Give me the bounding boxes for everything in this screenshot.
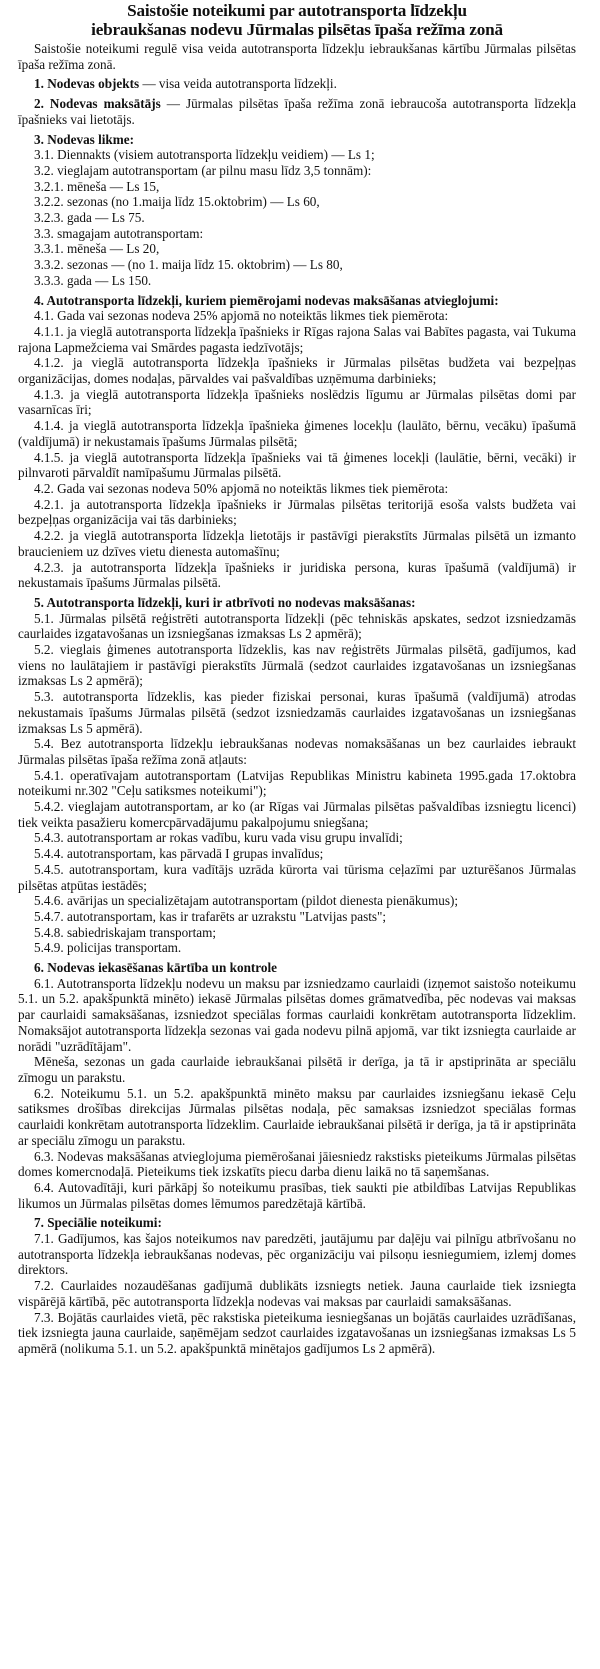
section-3-heading: 3. Nodevas likme: <box>34 131 135 147</box>
list-item: 5.4.4. autotransportam, kas pārvadā I grupas invalīdus; <box>34 846 324 862</box>
intro-paragraph: Saistošie noteikumi regulē visa veida autotransporta līdzekļu iebraukšanas kārtību Jūrmalas pilsētas īpaša režīma zonā. <box>18 41 576 72</box>
section-3-rates <box>18 147 576 288</box>
list-item: 4.1.2. ja vieglā autotransporta līdzekļa īpašnieks ir Jūrmalas pilsētas budžeta vai bezpeļņas organizācijas, domes nodaļas, pārvaldes vai pašvaldības uzņēmuma darbinieks; <box>18 355 576 387</box>
list-item: 5.4.8. sabiedriskajam transportam; <box>34 924 217 940</box>
rate-line: 3.2. vieglajam autotransportam (ar pilnu masu līdz 3,5 tonnām): <box>34 162 372 178</box>
list-item: 7.3. Bojātās caurlaides vietā, pēc rakstiska pieteikuma iesniegšanas un bojātās caurlaides uzrādīšanas, tiek izsniegta jauna caurlaide, saņēmējam sedzot caurlaides izgatavošanas un izsniegšanas izmaksas Ls 5 apmērā (nolikuma 5.1. un 5.2. apakšpunktā minētajos gadījumos Ls 2 apmērā). <box>18 1309 576 1356</box>
list-item: 4.1.1. ja vieglā autotransporta līdzekļa īpašnieks ir Rīgas rajona Salas vai Babītes pagasta, vai Tukuma rajona Lapmežciema vai Smārdes pagasta iedzīvotājs; <box>18 323 576 355</box>
rate-line: 3.2.1. mēneša — Ls 15, <box>34 178 160 194</box>
section-1 <box>18 76 576 92</box>
list-item: 6.4. Autovadītāji, kuri pārkāpj šo noteikumu prasības, tiek saukti pie atbildības Latvijas Republikas likumos un Jūrmalas pilsētas domes lēmumos paredzētajā kārtībā. <box>18 1179 576 1211</box>
list-item: 5.3. autotransporta līdzeklis, kas pieder fiziskai personai, kuras īpašumā (valdījumā) atrodas nekustamais īpašums Jūrmalas pilsētā (sedzot izsniedzamās caurlaides izgatavošanas un izsniegšanas izmaksas Ls 5 apmērā). <box>18 689 576 736</box>
section-2-text: — Jūrmalas pilsētas īpaša režīma zonā iebraucoša autotransporta līdzekļa īpašnieks vai lietotājs. <box>18 96 576 127</box>
section-7-heading: 7. Speciālie noteikumi: <box>34 1215 162 1231</box>
section-7-items <box>18 1231 576 1357</box>
list-item: 4.2. Gada vai sezonas nodeva 50% apjomā no noteiktās likmes tiek piemērota: <box>34 480 449 496</box>
list-item: 5.2. vieglais ģimenes autotransporta līdzeklis, kas nav reģistrēts Jūrmalas pilsētā, gadījumos, kad viens no laulātajiem ir pastāvīgi pierakstīts Jūrmalā (sedzot caurlaides izgatavošanas un izsniegšanas izmaksas Ls 2 apmērā); <box>18 642 576 689</box>
list-item: 7.1. Gadījumos, kas šajos noteikumos nav paredzēti, jautājumu par daļēju vai pilnīgu atbrīvošanu no autotransporta līdzekļa iebraukšanas nodevas, pēc organizāciju vai pilsoņu iesniegumiem, izlemj domes direktors. <box>18 1231 576 1278</box>
list-item: 5.4.9. policijas transportam. <box>34 940 182 956</box>
rate-line: 3.3.3. gada — Ls 150. <box>34 272 152 288</box>
rate-line: 3.1. Diennakts (visiem autotransporta līdzekļu veidiem) — Ls 1; <box>34 147 375 163</box>
section-1-text: — visa veida autotransporta līdzekļi. <box>139 76 337 92</box>
list-item: 6.2. Noteikumu 5.1. un 5.2. apakšpunktā minēto maksu par caurlaides izsniegšanu iekasē Ceļu satiksmes drošības direkcijas Jūrmalas pilsētas nodaļa, pēc samaksas izsniedzot speciālas formas caurlaidi konkrētam autotransporta līdzeklim. Caurlaide iebraukšanai pilsētā ir derīga, ja tā ir apstiprināta ar speciālu zīmogu un parakstu. <box>18 1085 576 1148</box>
list-item: 6.1. Autotransporta līdzekļu nodevu un maksu par izsniedzamo caurlaidi (izņemot saistošo noteikumu 5.1. un 5.2. apakšpunktā minēto) iekasē Jūrmalas pilsētas domes grāmatvedība, pēc nodevas vai maksas par caurlaidi samaksāšanas, izsniedzot speciālas formas caurlaidi konkrētam autotransporta līdzeklim. Nomaksājot autotransporta līdzekļa sezonas vai gada nodevu pilnā apjomā, var tikt izsniegta caurlaide ar norādi "uzrādītājam". <box>18 975 576 1054</box>
title-line-1: Saistošie noteikumi par autotransporta līdzekļu <box>127 1 467 20</box>
rate-line: 3.3.2. sezonas — (no 1. maija līdz 15. oktobrim) — Ls 80, <box>34 257 343 273</box>
rate-line: 3.3.1. mēneša — Ls 20, <box>34 241 160 257</box>
list-item: 4.1. Gada vai sezonas nodeva 25% apjomā no noteiktās likmes tiek piemērota: <box>34 308 449 324</box>
list-item: Mēneša, sezonas un gada caurlaide iebraukšanai pilsētā ir derīga, ja tā ir apstiprināta ar speciālu zīmogu un parakstu. <box>18 1054 576 1085</box>
section-6-heading: 6. Nodevas iekasēšanas kārtība un kontrole <box>34 960 278 976</box>
section-4-items <box>18 308 576 591</box>
list-item: 5.4.5. autotransportam, kura vadītājs uzrāda kūrorta vai tūrisma ceļazīmi par uzturēšanos Jūrmalas pilsētas atpūtas iestādēs; <box>18 861 576 893</box>
list-item: 5.1. Jūrmalas pilsētā reģistrēti autotransporta līdzekļi (pēc tehniskās apskates, sedzot izsniedzamās caurlaides izgatavošanas un izsniegšanas izmaksas Ls 2 apmērā); <box>18 610 576 642</box>
list-item: 5.4.2. vieglajam autotransportam, ar ko (ar Rīgas vai Jūrmalas pilsētas pašvaldības izsniegtu licenci) tiek veikta pasažieru komercpārvadājumu pakalpojumu sniegšana; <box>18 799 576 830</box>
list-item: 5.4.1. operatīvajam autotransportam (Latvijas Republikas Ministru kabineta 1995.gada 17.oktobra noteikumi nr.302 "Ceļu satiksmes noteikumi"); <box>18 767 576 799</box>
section-2 <box>18 96 576 127</box>
list-item: 4.1.5. ja vieglā autotransporta līdzekļa īpašnieks vai tā ģimenes locekļi (laulātie, bērni, vecāki) ir pilnvaroti pārvaldīt namīpašumu Jūrmalas pilsētā. <box>18 449 576 481</box>
section-6-items <box>18 976 576 1212</box>
list-item: 4.1.4. ja vieglā autotransporta līdzekļa īpašnieka ģimenes locekļu (laulāto, bērnu, vecāku) īpašumā (valdījumā) ir nekustamais īpašums Jūrmalas pilsētā; <box>18 418 576 449</box>
rate-line: 3.3. smagajam autotransportam: <box>34 225 204 241</box>
section-5-items <box>18 611 576 956</box>
rate-line: 3.2.3. gada — Ls 75. <box>34 210 145 226</box>
list-item: 4.2.1. ja autotransporta līdzekļa īpašnieks ir Jūrmalas pilsētas teritorijā esoša valsts budžeta vai bezpeļņas organizācija vai tās darbinieks; <box>18 496 576 528</box>
list-item: 5.4.3. autotransportam ar rokas vadību, kuru vada visu grupu invalīdi; <box>34 830 403 846</box>
list-item: 5.4. Bez autotransporta līdzekļu iebraukšanas nodevas nomaksāšanas un bez caurlaides iebraukt Jūrmalas pilsētas īpaša režīma zonā atļauts: <box>18 736 576 767</box>
list-item: 7.2. Caurlaides nozaudēšanas gadījumā dublikāts izsniegts netiek. Jauna caurlaide tiek izsniegta vispārējā kārtībā, pēc autotransporta līdzekļa nodevas vai maksas par caurlaidi samaksāšanas. <box>18 1278 576 1309</box>
list-item: 5.4.7. autotransportam, kas ir trafarēts ar uzrakstu "Latvijas pasts"; <box>34 908 387 924</box>
section-5-heading: 5. Autotransporta līdzekļi, kuri ir atbrīvoti no nodevas maksāšanas: <box>34 594 416 610</box>
section-2-heading: 2. Nodevas maksātājs <box>34 96 161 112</box>
rate-line: 3.2.2. sezonas (no 1.maija līdz 15.oktobrim) — Ls 60, <box>34 194 320 210</box>
section-4-heading: 4. Autotransporta līdzekļi, kuriem piemērojami nodevas maksāšanas atvieglojumi: <box>34 292 499 308</box>
document-title <box>18 2 576 39</box>
list-item: 4.1.3. ja vieglā autotransporta līdzekļa īpašnieks noslēdzis līgumu ar Jūrmalas pilsētas domi par vasarnīcas īri; <box>18 386 576 418</box>
list-item: 6.3. Nodevas maksāšanas atvieglojuma piemērošanai jāiesniedz rakstisks pieteikums Jūrmalas pilsētas domes komercnodaļā. Pieteikums tiek izskatīts piecu darba dienu laikā no tā saņemšanas. <box>18 1148 576 1180</box>
list-item: 4.2.3. ja autotransporta līdzekļa īpašnieks ir juridiska persona, kuras īpašumā (valdījumā) ir nekustamais īpašums Jūrmalas pilsētā. <box>18 559 576 591</box>
list-item: 5.4.6. avārijas un specializētajam autotransportam (pildot dienesta pienākumus); <box>34 893 459 909</box>
section-1-heading: 1. Nodevas objekts <box>34 76 140 92</box>
title-line-2: iebraukšanas nodevu Jūrmalas pilsētas īpaša režīma zonā <box>91 19 503 39</box>
list-item: 4.2.2. ja vieglā autotransporta līdzekļa lietotājs ir pastāvīgi pierakstīts Jūrmalas pilsētā un izmanto braucieniem uz dzīves vietu dienesta automašīnu; <box>18 528 576 559</box>
